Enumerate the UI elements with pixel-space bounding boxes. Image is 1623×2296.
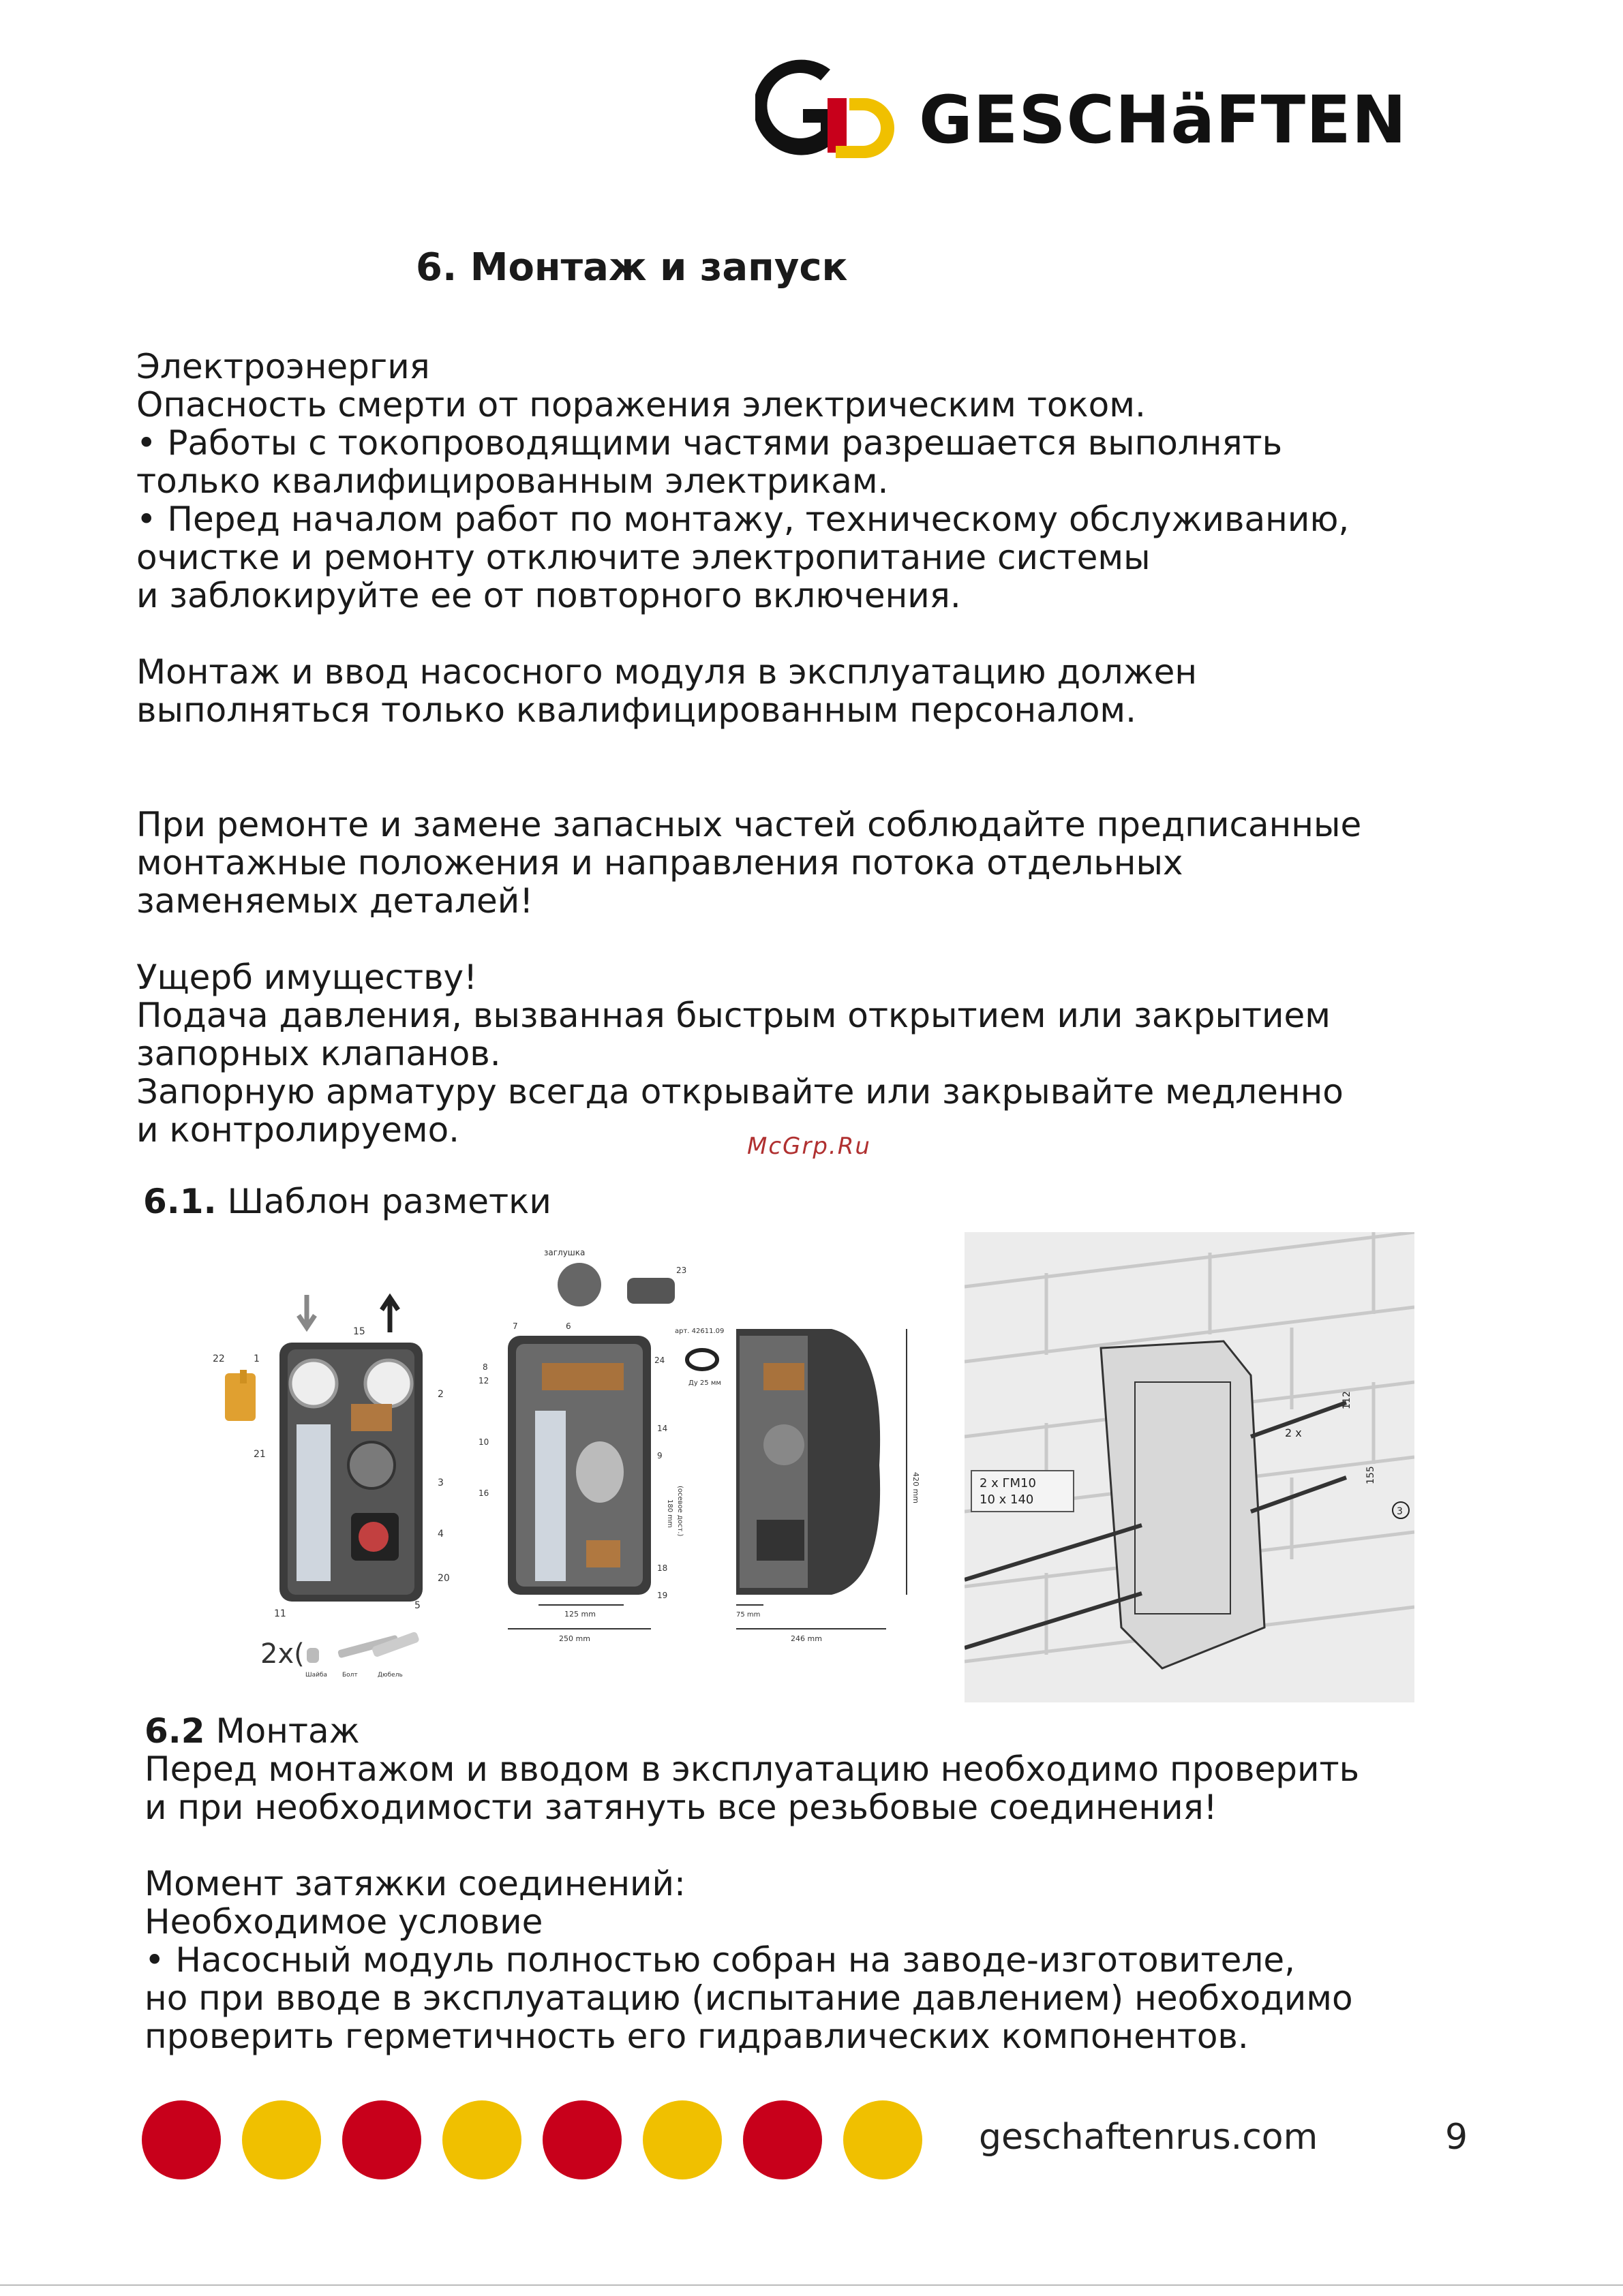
callout-label: 10 x 140 [980, 1493, 1034, 1507]
dimension-label: 155 [1365, 1466, 1376, 1484]
callout-label: 23 [676, 1266, 687, 1275]
part-name: Шайба [305, 1672, 328, 1679]
text-line: Перед монтажом и вводом в эксплуатацию необходимо проверить [145, 1749, 1360, 1789]
wall-mounting-figure [965, 1232, 1414, 1702]
text-line: запорных клапанов. [136, 1034, 501, 1073]
dimension-label: 112 [1341, 1391, 1352, 1409]
footer-dot [142, 2100, 221, 2179]
text-line: • Насосный модуль полностью собран на заводе-изготовителе, [145, 1940, 1296, 1980]
text-line: Электроэнергия [136, 347, 430, 386]
callout-label: 3 [1397, 1506, 1403, 1517]
marking-template-figures [198, 1227, 1418, 1704]
page-title: 6. Монтаж и запуск [416, 245, 848, 290]
text-line: Подача давления, вызванная быстрым открытием или закрытием [136, 996, 1331, 1035]
subsection-number: 6.1. [143, 1182, 217, 1221]
dimension-label: 180 mm [666, 1499, 673, 1528]
section-damage [136, 958, 1344, 1149]
callout-label: 12 [479, 1376, 489, 1386]
text-line: проверить герметичность его гидравлических компонентов. [145, 2017, 1249, 2056]
callout-label: 3 [438, 1478, 444, 1488]
brand-logo [755, 56, 1464, 172]
text-line [145, 1826, 1359, 1865]
callout-label: Ду 25 мм [688, 1379, 721, 1387]
text-line: • Работы с токопроводящими частями разрешается выполнять [136, 423, 1283, 463]
subsection-6-1-heading [143, 1182, 551, 1221]
callout-label: 24 [654, 1356, 665, 1365]
callout-label: 16 [479, 1488, 489, 1498]
text-line: выполняться только квалифицированным персоналом. [136, 690, 1137, 730]
callout-label: заглушка [544, 1248, 586, 1257]
callout-label: 9 [657, 1451, 663, 1460]
footer-dot [543, 2100, 622, 2179]
callout-label: 1 [254, 1353, 260, 1364]
callout-label: 5 [414, 1600, 421, 1611]
text-line: Опасность смерти от поражения электрическим током. [136, 385, 1146, 425]
callout-label: 6 [566, 1321, 571, 1331]
page-number: 9 [1445, 2117, 1468, 2158]
dimension-label: (осевое дост.) [676, 1486, 684, 1537]
dimension-label: 246 mm [791, 1634, 822, 1643]
figure-side-view [736, 1329, 920, 1643]
footer-dot [743, 2100, 822, 2179]
callout-label: 20 [438, 1573, 450, 1584]
footer-dot [342, 2100, 421, 2179]
text-line: • Перед началом работ по монтажу, техническому обслуживанию, [136, 500, 1350, 539]
subsection-title: Монтаж [204, 1711, 360, 1751]
text-line: но при вводе в эксплуатацию (испытание давлением) необходимо [145, 1978, 1353, 2018]
footer-dot [442, 2100, 521, 2179]
callout-label: 2 x ГМ10 [980, 1476, 1036, 1490]
text-line: Необходимое условие [145, 1902, 543, 1942]
dimension-label: 75 mm [736, 1611, 761, 1619]
callout-label: 2 x [1285, 1426, 1302, 1439]
figure-inner-view [479, 1248, 724, 1643]
watermark: McGrp.Ru [747, 1133, 871, 1160]
callout-label: арт. 42611.09 [675, 1328, 725, 1335]
footer-dot [643, 2100, 722, 2179]
subsection-number: 6.2 [145, 1711, 205, 1751]
callout-label: 4 [438, 1529, 444, 1540]
callout-label: 15 [353, 1326, 365, 1337]
brand-name: GESCHäFTEN [919, 82, 1408, 158]
module-drawings [198, 1227, 961, 1704]
callout-label: 21 [254, 1449, 266, 1460]
footer-dots [142, 2100, 932, 2182]
callout-label: 14 [657, 1424, 668, 1433]
text-line: Ущерб имуществу! [136, 958, 478, 997]
dimension-label: 250 mm [559, 1634, 590, 1643]
text-line: монтажные положения и направления потока отдельных [136, 843, 1183, 883]
text-line: Момент затяжки соединений: [145, 1864, 686, 1903]
subsection-6-2-heading [145, 1712, 1359, 1750]
part-name: Болт [342, 1672, 358, 1679]
dimension-label: 420 mm [911, 1472, 920, 1503]
bottom-divider [0, 2284, 1623, 2286]
section-install [136, 653, 1197, 729]
logo-mark-icon [755, 56, 919, 172]
callout-label: 18 [657, 1563, 668, 1573]
callout-label: 8 [483, 1362, 488, 1372]
footer-dot [242, 2100, 321, 2179]
footer-website-link[interactable]: geschaftenrus.com [979, 2117, 1318, 2158]
callout-label: 2 [438, 1389, 444, 1400]
text-line: При ремонте и замене запасных частей соблюдайте предписанные [136, 805, 1362, 844]
callout-label: 10 [479, 1437, 489, 1447]
part-name: Дюбель [378, 1672, 403, 1679]
dimension-label: 125 mm [564, 1610, 596, 1619]
text-line: заменяемых деталей! [136, 881, 534, 921]
callout-label: 7 [513, 1321, 518, 1331]
subsection-title: Шаблон разметки [227, 1182, 551, 1221]
text-line: и при необходимости затянуть все резьбовые соединения! [145, 1788, 1217, 1827]
subsection-6-2 [145, 1712, 1359, 2055]
parts-count: 2x( [260, 1638, 305, 1670]
section-electric [136, 348, 1349, 615]
text-line: очистке и ремонту отключите электропитание системы [136, 538, 1151, 577]
callout-label: 19 [657, 1591, 668, 1600]
text-line: только квалифицированным электрикам. [136, 461, 889, 501]
figure-front-view [213, 1295, 450, 1679]
text-line: Запорную арматуру всегда открывайте или закрывайте медленно [136, 1072, 1344, 1112]
text-line: и контролируемо. [136, 1110, 460, 1150]
section-repair [136, 806, 1361, 920]
callout-label: 11 [274, 1608, 286, 1619]
callout-label: 22 [213, 1353, 225, 1364]
text-line: и заблокируйте ее от повторного включения. [136, 576, 961, 615]
text-line: Монтаж и ввод насосного модуля в эксплуатацию должен [136, 652, 1198, 692]
footer-dot [843, 2100, 922, 2179]
